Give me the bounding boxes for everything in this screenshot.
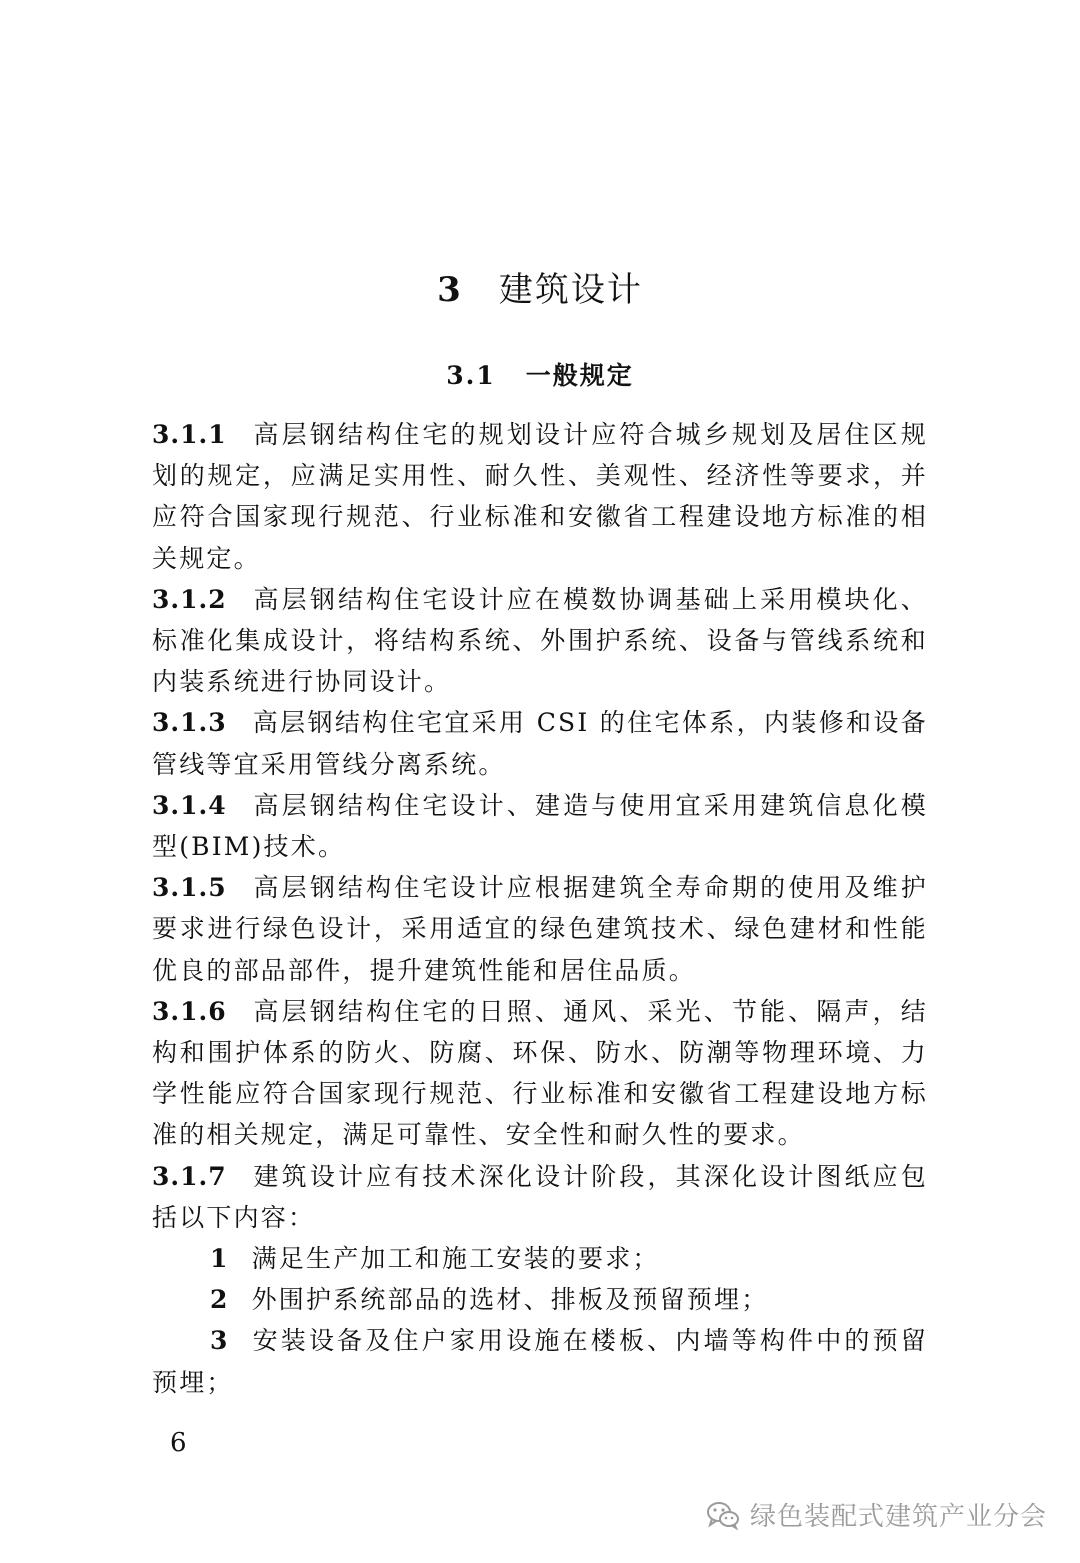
clause [152, 867, 928, 991]
wechat-icon [706, 1500, 740, 1530]
clause [152, 702, 928, 784]
clause-text: 高层钢结构住宅设计应根据建筑全寿命期的使用及维护要求进行绿色设计，采用适宜的绿色建筑技术、绿色建材和性能优良的部品部件，提升建筑性能和居住品质。 [152, 873, 928, 985]
clause-number: 3.1.2 [152, 584, 227, 614]
list-item-text: 外围护系统部品的选材、排板及预留预埋； [251, 1285, 769, 1315]
list-item [152, 1320, 928, 1402]
clause-text: 高层钢结构住宅宜采用 CSI 的住宅体系，内装修和设备管线等宜采用管线分离系统。 [152, 708, 928, 779]
list-item-text: 安装设备及住户家用设施在楼板、内墙等构件中的预留预埋； [152, 1326, 928, 1397]
section-title [0, 356, 1080, 392]
list-item-number: 1 [210, 1244, 230, 1274]
clause-number: 3.1.7 [152, 1161, 227, 1191]
clause-number: 3.1.4 [152, 790, 227, 820]
clause-number: 3.1.1 [152, 420, 227, 449]
clause-text: 高层钢结构住宅设计应在模数协调基础上采用模块化、标准化集成设计，将结构系统、外围护系统、设备与管线系统和内装系统进行协同设计。 [152, 584, 928, 697]
list-item-text: 满足生产加工和施工安装的要求； [251, 1244, 660, 1274]
clause-text: 高层钢结构住宅的日照、通风、采光、节能、隔声，结构和围护体系的防火、防腐、环保、防水、防潮等物理环境、力学性能应符合国家现行规范、行业标准和安徽省工程建设地方标准的相关规定，满足可靠性、安全性和耐久性的要求。 [152, 996, 928, 1150]
document-body [152, 414, 928, 1403]
section-title-text: 一般规定 [525, 361, 634, 390]
list-item-number: 3 [210, 1326, 230, 1356]
watermark-text: 绿色装配式建筑产业分会 [750, 1502, 1048, 1532]
clause [152, 991, 928, 1156]
clause [152, 1156, 928, 1238]
clause-number: 3.1.5 [152, 873, 227, 903]
chapter-title-text: 建筑设计 [498, 270, 643, 310]
section-number: 3.1 [446, 361, 496, 390]
clause-text: 高层钢结构住宅的规划设计应符合城乡规划及居住区规划的规定，应满足实用性、耐久性、美观性、经济性等要求，并应符合国家现行规范、行业标准和安徽省工程建设地方标准的相关规定。 [152, 420, 928, 573]
watermark [706, 1496, 1047, 1533]
clause [152, 414, 928, 579]
clause [152, 579, 928, 703]
page-number: 6 [170, 1428, 187, 1458]
chapter-number: 3 [437, 270, 463, 310]
clause [152, 785, 928, 867]
list-item [152, 1279, 928, 1320]
clause-number: 3.1.3 [152, 708, 227, 738]
chapter-title [0, 262, 1080, 311]
clause-text: 建筑设计应有技术深化设计阶段，其深化设计图纸应包括以下内容： [152, 1161, 928, 1232]
list-item-number: 2 [210, 1285, 230, 1315]
list-item [152, 1238, 928, 1279]
clause-number: 3.1.6 [152, 996, 227, 1026]
clause-text: 高层钢结构住宅设计、建造与使用宜采用建筑信息化模型(BIM)技术。 [152, 790, 928, 862]
